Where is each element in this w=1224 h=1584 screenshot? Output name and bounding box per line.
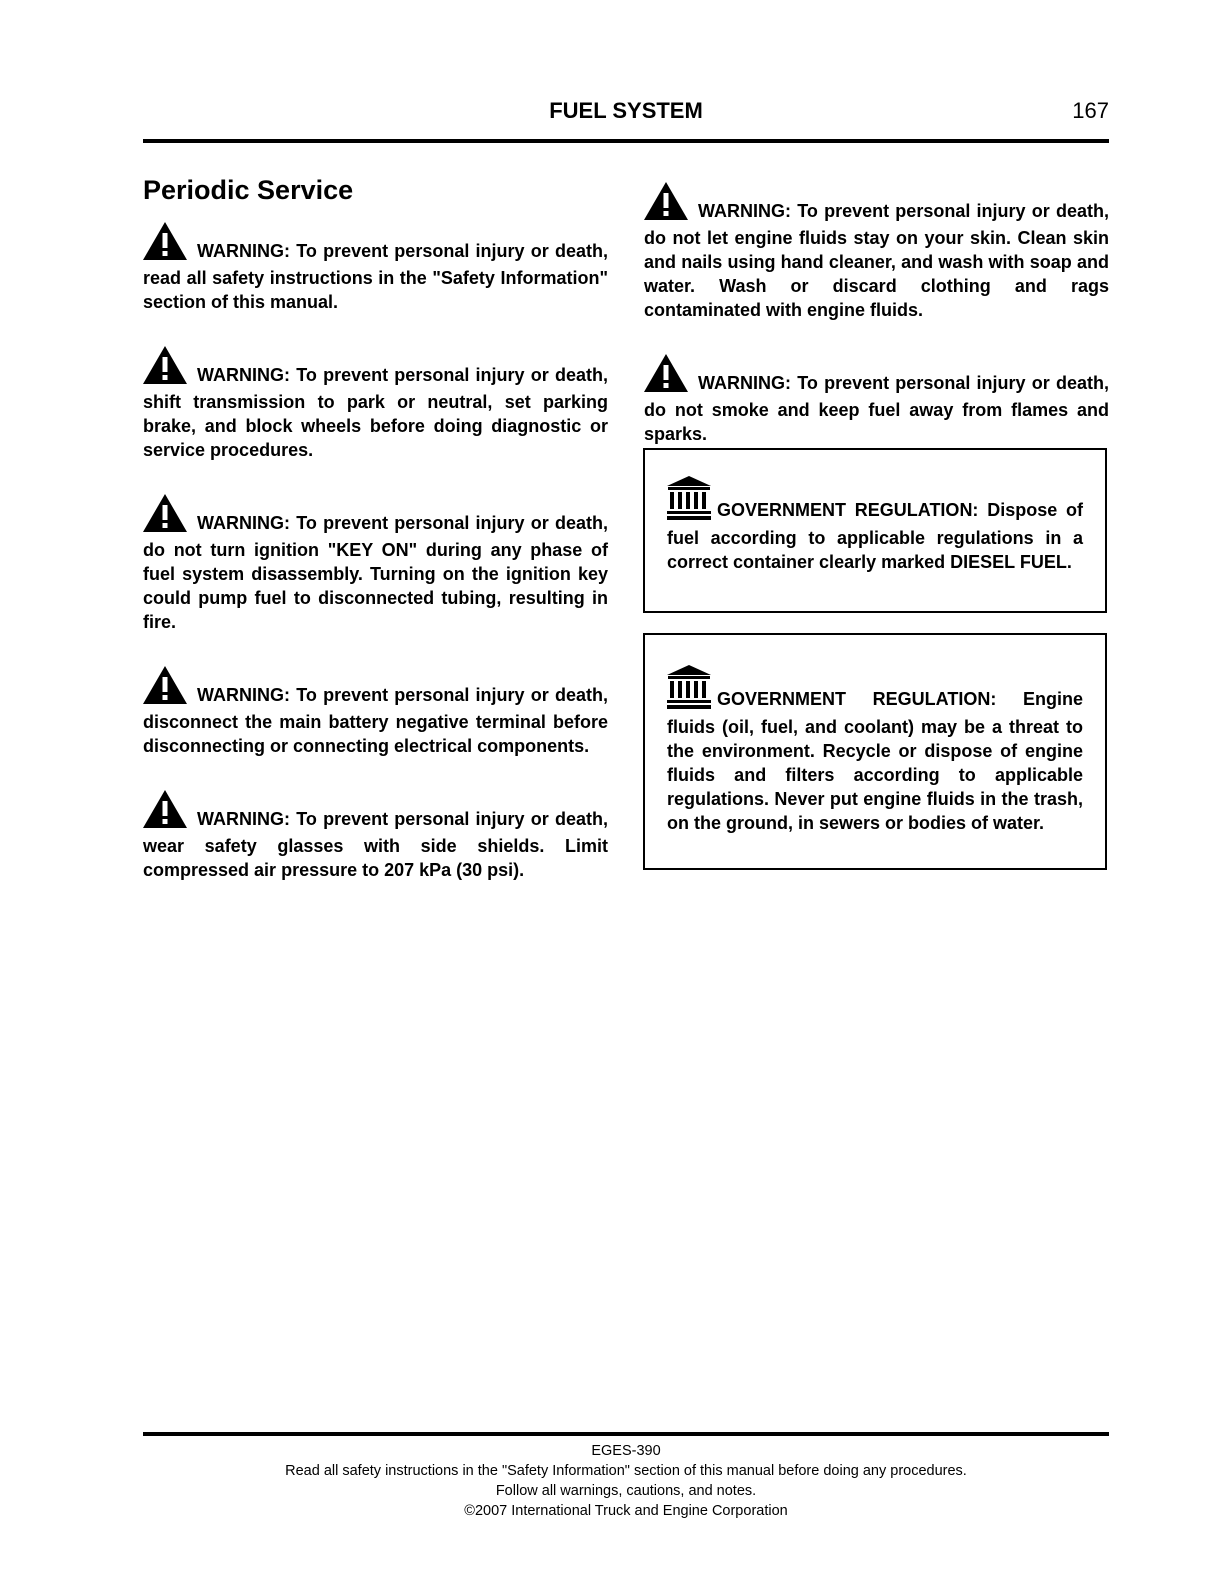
page-title: FUEL SYSTEM [549, 98, 703, 123]
footer-safety-note: Read all safety instructions in the "Safety Information" section of this manual before doing any procedures. [285, 1463, 967, 1479]
warning-triangle-icon [143, 790, 187, 834]
warning-text: WARNING: To prevent personal injury or death, disconnect the main battery negative terminal before disconnecting or connecting electrical components. [143, 685, 608, 756]
warning-block [143, 666, 608, 758]
government-building-icon [667, 476, 711, 526]
warning-triangle-icon [143, 346, 187, 390]
warning-block [143, 494, 608, 634]
warning-block [644, 182, 1109, 322]
warning-text: WARNING: To prevent personal injury or death, wear safety glasses with side shields. Limit compressed air pressure to 207 kPa (30 psi). [143, 809, 608, 880]
page-header [143, 96, 1109, 128]
warning-triangle-icon [644, 182, 688, 226]
left-column [143, 172, 608, 914]
warning-text: WARNING: To prevent personal injury or death, read all safety instructions in the "Safety Information" section of this manual. [143, 241, 608, 312]
warning-triangle-icon [143, 494, 187, 538]
footer-copyright: ©2007 International Truck and Engine Corporation [464, 1503, 788, 1519]
warning-block [143, 222, 608, 314]
warning-text: WARNING: To prevent personal injury or death, shift transmission to park or neutral, set parking brake, and block wheels before doing diagnostic or service procedures. [143, 365, 608, 460]
warning-triangle-icon [143, 222, 187, 266]
warning-text: WARNING: To prevent personal injury or death, do not turn ignition "KEY ON" during any phase of fuel system disassembly. Turning on the ignition key could pump fuel to disconnected tubing, resulting in fire. [143, 513, 608, 632]
regulation-box [643, 448, 1107, 613]
warning-triangle-icon [644, 354, 688, 398]
warning-block [644, 354, 1109, 446]
warning-text: WARNING: To prevent personal injury or death, do not smoke and keep fuel away from flames and sparks. [644, 373, 1109, 444]
warning-block [143, 790, 608, 882]
regulation-text: GOVERNMENT REGULATION: Engine fluids (oil, fuel, and coolant) may be a threat to the environment. Recycle or dispose of engine fluids and filters according to applicable regulations. Never put engine fluids in the trash, on the ground, in sewers or bodies of water. [667, 689, 1083, 833]
header-rule [143, 139, 1109, 143]
warning-triangle-icon [143, 666, 187, 710]
government-building-icon [667, 665, 711, 715]
page-number: 167 [1072, 98, 1109, 123]
regulation-box [643, 633, 1107, 870]
page-footer [143, 1441, 1109, 1521]
footer-warnings-note: Follow all warnings, cautions, and notes. [495, 1483, 757, 1499]
footer-rule [143, 1432, 1109, 1436]
right-column [644, 182, 1109, 478]
section-title: Periodic Service [143, 175, 354, 205]
regulation-text: GOVERNMENT REGULATION: Dispose of fuel according to applicable regulations in a correct container clearly marked DIESEL FUEL. [667, 500, 1083, 572]
warning-text: WARNING: To prevent personal injury or death, do not let engine fluids stay on your skin. Clean skin and nails using hand cleaner, and wash with soap and water. Wash or discard clothing and rags contaminated with engine fluids. [644, 201, 1109, 320]
warning-block [143, 346, 608, 462]
footer-doc-id: EGES-390 [591, 1443, 661, 1459]
